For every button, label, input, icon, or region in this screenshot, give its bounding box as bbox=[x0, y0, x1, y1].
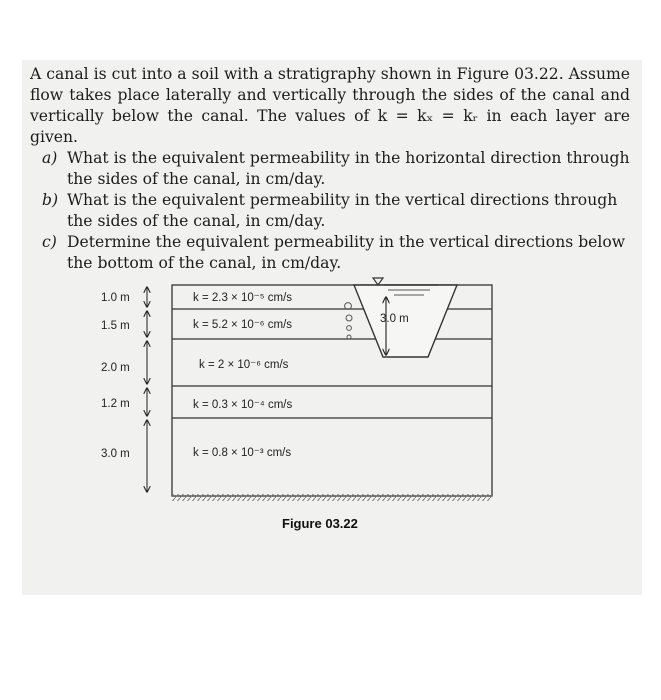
water-level-icon bbox=[373, 278, 383, 285]
question-b-text: What is the equivalent permeability in the vertical directions through the sides of the canal, in cm/day. bbox=[67, 191, 618, 230]
layer-3-thickness: 2.0 m bbox=[101, 362, 130, 374]
layer-5-permeability: k = 0.8 × 10⁻³ cm/s bbox=[193, 447, 292, 459]
layer-1-thickness: 1.0 m bbox=[101, 292, 130, 304]
question-c-label: c) bbox=[42, 233, 57, 251]
bubble-icon bbox=[347, 326, 352, 331]
bubble-icon bbox=[345, 303, 352, 310]
bedrock-hatch bbox=[172, 494, 492, 501]
layer-1-permeability: k = 2.3 × 10⁻⁵ cm/s bbox=[193, 292, 293, 304]
question-a-text: What is the equivalent permeability in the horizontal direction through the sides of the canal, in cm/day. bbox=[67, 149, 630, 188]
layer-2-permeability: k = 5.2 × 10⁻⁶ cm/s bbox=[193, 319, 293, 331]
layer-5-thickness: 3.0 m bbox=[101, 448, 130, 460]
layer-3-permeability: k = 2 × 10⁻⁶ cm/s bbox=[199, 359, 289, 371]
question-a-label: a) bbox=[42, 149, 58, 167]
layer-4-permeability: k = 0.3 × 10⁻⁴ cm/s bbox=[193, 399, 293, 411]
figure-caption: Figure 03.22 bbox=[282, 516, 358, 531]
bubble-icon bbox=[346, 315, 352, 321]
question-c-text: Determine the equivalent permeability in the vertical directions below the bottom of the canal, in cm/day. bbox=[67, 233, 626, 272]
question-b-label: b) bbox=[42, 191, 59, 209]
layer-2-thickness: 1.5 m bbox=[101, 320, 130, 332]
problem-intro: A canal is cut into a soil with a stratigraphy shown in Figure 03.22. Assume flow takes place laterally and vertically through the sides of the canal and vertically below the canal. The values of k = kₓ = kᵣ in each layer are given. bbox=[30, 65, 630, 146]
canal-depth-label: 3.0 m bbox=[380, 313, 409, 325]
layer-4-thickness: 1.2 m bbox=[101, 398, 130, 410]
